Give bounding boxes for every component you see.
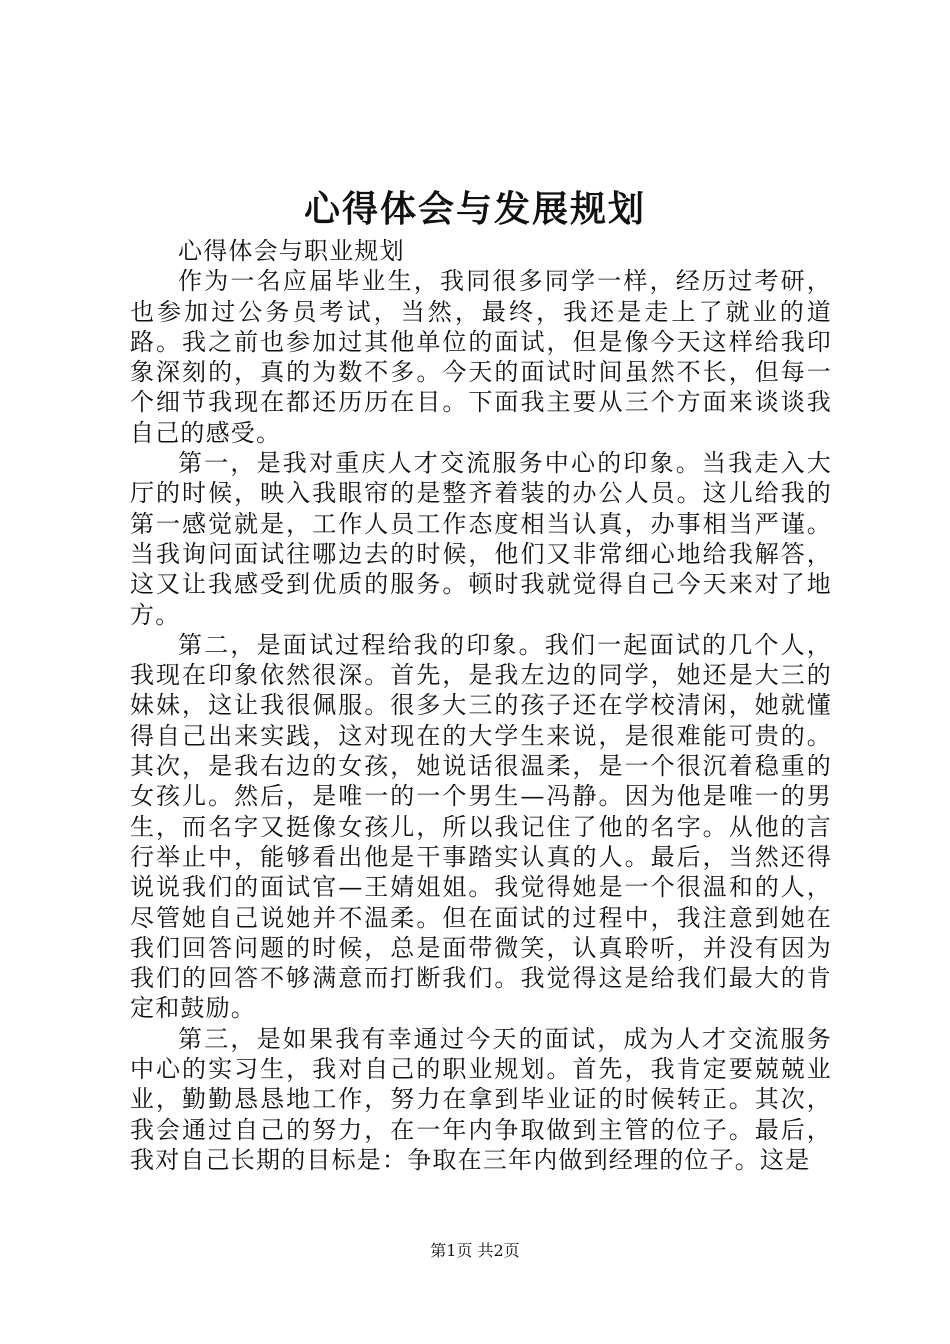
paragraph-intro: 作为一名应届毕业生，我同很多同学一样，经历过考研，也参加过公务员考试，当然，最终，我还是走上了就业的道路。我之前也参加过其他单位的面试，但是像今天这样给我印象深刻的，真的为数不多。今天的面试时间虽然不长，但每一个细节我现在都还历历在目。下面我主要从三个方面来谈谈我自己的感受。 bbox=[130, 267, 832, 447]
document-subtitle: 心得体会与职业规划 bbox=[178, 237, 405, 265]
document-body bbox=[130, 236, 832, 1175]
page-footer: 第1页 共2页 bbox=[430, 1241, 520, 1260]
paragraph-first-point: 第一，是我对重庆人才交流服务中心的印象。当我走入大厅的时候，映入我眼帘的是整齐着装的办公人员。这儿给我的第一感觉就是，工作人员工作态度相当认真，办事相当严谨。当我询问面试往哪边去的时候，他们又非常细心地给我解答，这又让我感受到优质的服务。顿时我就觉得自己今天来对了地方。 bbox=[130, 449, 832, 629]
paragraph-third-point: 第三，是如果我有幸通过今天的面试，成为人才交流服务中心的实习生，我对自己的职业规划。首先，我肯定要兢兢业业，勤勤恳恳地工作，努力在拿到毕业证的时候转正。其次，我会通过自己的努力，在一年内争取做到主管的位子。最后，我对自己长期的目标是：争取在三年内做到经理的位子。这是 bbox=[130, 1024, 832, 1174]
paragraph-second-point: 第二，是面试过程给我的印象。我们一起面试的几个人，我现在印象依然很深。首先，是我左边的同学，她还是大三的妹妹，这让我很佩服。很多大三的孩子还在学校清闲，她就懂得自己出来实践，这对现在的大学生来说，是很难能可贵的。其次，是我右边的女孩，她说话很温柔，是一个很沉着稳重的女孩儿。然后，是唯一的一个男生—冯静。因为他是唯一的男生，而名字又挺像女孩儿，所以我记住了他的名字。从他的言行举止中，能够看出他是干事踏实认真的人。最后，当然还得说说我们的面试官—王婧姐姐。我觉得她是一个很温和的人，尽管她自己说她并不温柔。但在面试的过程中，我注意到她在我们回答问题的时候，总是面带微笑，认真聆听，并没有因为我们的回答不够满意而打断我们。我觉得这是给我们最大的肯定和鼓励。 bbox=[130, 630, 832, 1023]
document-title: 心得体会与发展规划 bbox=[303, 188, 646, 230]
